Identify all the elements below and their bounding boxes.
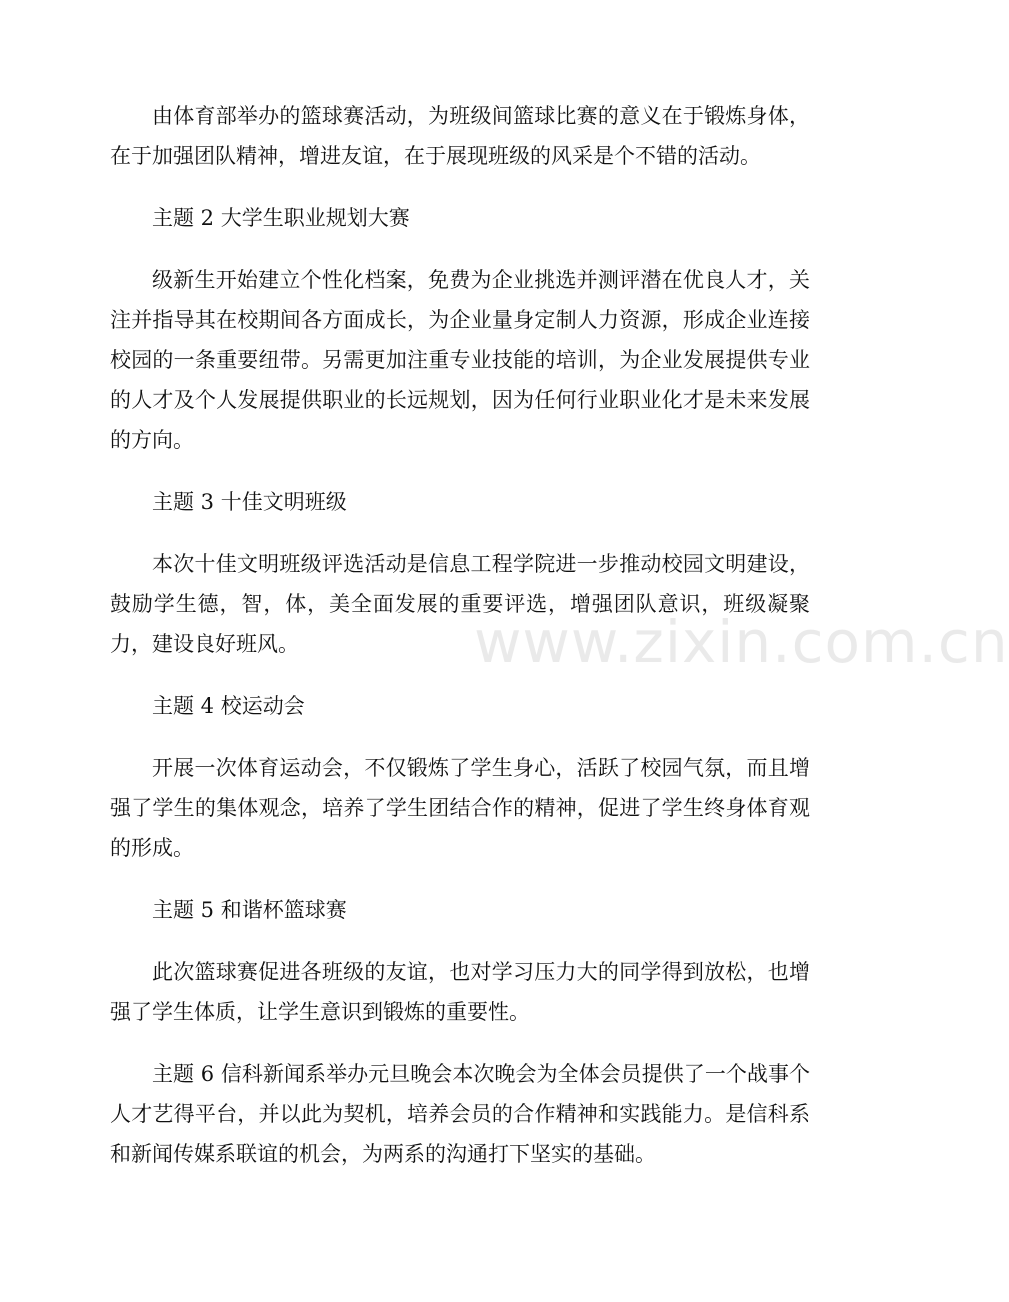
watermark: www.zixin.com.cn [474,608,1009,676]
heading-theme-4: 主题 4 校运动会 [152,694,305,718]
paragraph-career-planning: 级新生开始建立个性化档案，免费为企业挑选并测评潜在优良人才，关注并指导其在校期间各方面成长，为企业量身定制人力资源，形成企业连接校园的一条重要纽带。另需更加注重专业技能的培训，为企业发展提供专业的人才及个人发展提供职业的长远规划，因为任何行业职业化才是未来发展的方向。 [110,268,810,452]
paragraph-harmony-cup: 此次篮球赛促进各班级的友谊，也对学习压力大的同学得到放松，也增强了学生体质，让学生意识到锻炼的重要性。 [110,960,810,1024]
paragraph-theme-6-new-year-gala: 主题 6 信科新闻系举办元旦晚会本次晚会为全体会员提供了一个战事个人才艺得平台，并以此为契机，培养会员的合作精神和实践能力。是信科系和新闻传媒系联谊的机会，为两系的沟通打下坚实的基础。 [110,1062,810,1166]
heading-theme-3: 主题 3 十佳文明班级 [152,490,347,514]
heading-theme-2: 主题 2 大学生职业规划大赛 [152,206,410,230]
paragraph-civilized-class: 本次十佳文明班级评选活动是信息工程学院进一步推动校园文明建设，鼓励学生德，智，体，美全面发展的重要评选，增强团队意识，班级凝聚力，建设良好班风。 [110,552,810,656]
heading-theme-5: 主题 5 和谐杯篮球赛 [152,898,347,922]
paragraph-basketball-activity: 由体育部举办的篮球赛活动，为班级间篮球比赛的意义在于锻炼身体，在于加强团队精神，增进友谊，在于展现班级的风采是个不错的活动。 [110,104,810,168]
paragraph-sports-meeting: 开展一次体育运动会，不仅锻炼了学生身心，活跃了校园气氛，而且增强了学生的集体观念，培养了学生团结合作的精神，促进了学生终身体育观的形成。 [110,756,810,860]
